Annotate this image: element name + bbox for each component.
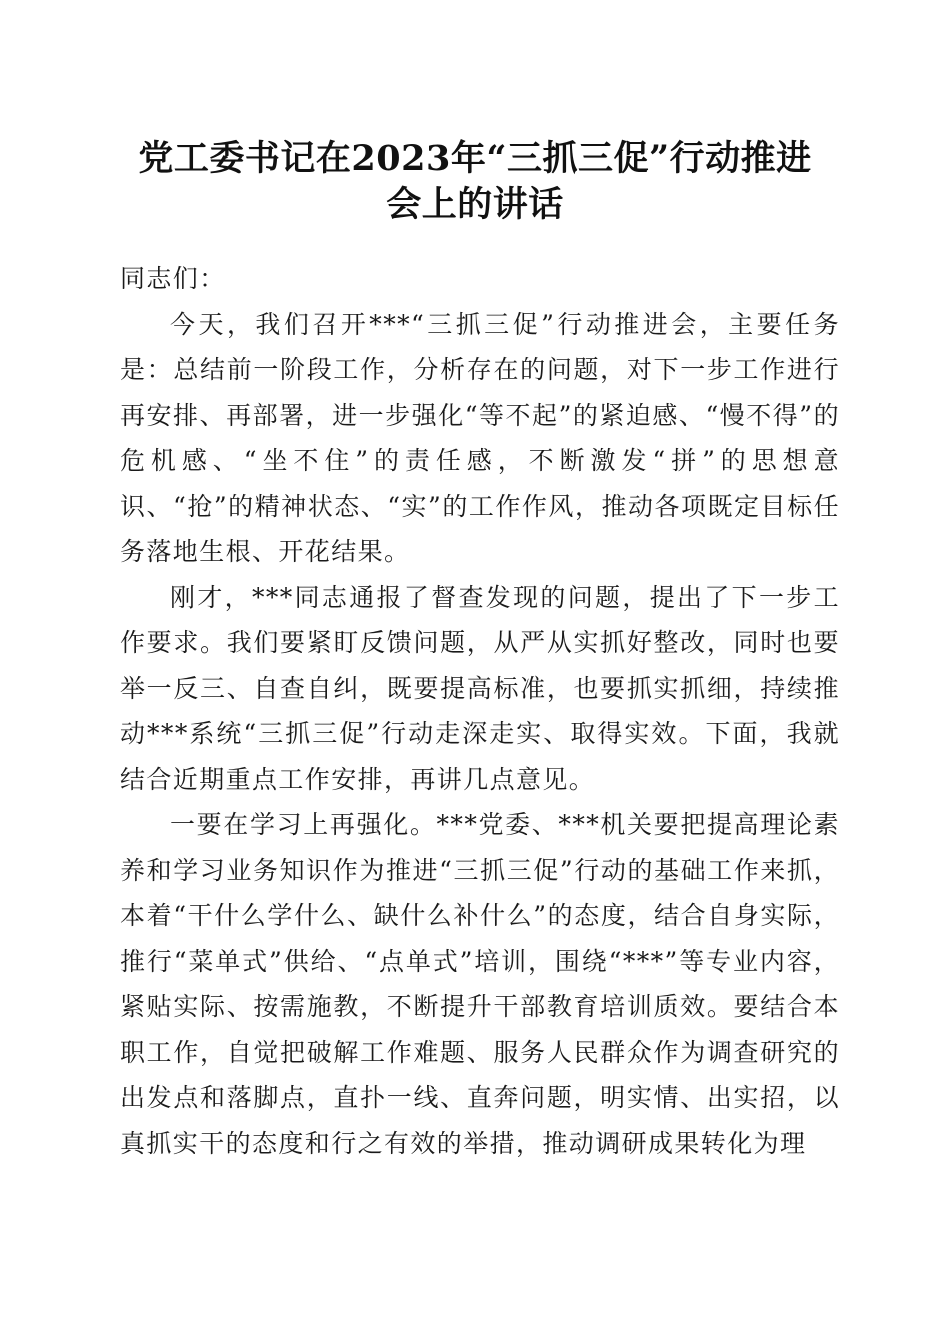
document-title: [110, 136, 840, 228]
salutation: 同志们：: [120, 264, 226, 293]
paragraph-1: 今天，我们召开***“三抓三促”行动推进会，主要任务是：总结前一阶段工作，分析存在的问题，对下一步工作进行再安排、再部署，进一步强化“等不起”的紧迫感、“慢不得”的危机感、“坐不住”的责任感，不断激发“拼”的思想意识、“抢”的精神状态、“实”的工作作风，推动各项既定目标任务落地生根、开花结果。: [120, 309, 840, 566]
document-body: [120, 256, 840, 1166]
title-line-1: 党工委书记在2023年“三抓三促”行动推进: [138, 138, 812, 179]
title-line-2: 会上的讲话: [386, 184, 564, 225]
paragraph-3: 一要在学习上再强化。***党委、***机关要把提高理论素养和学习业务知识作为推进“三抓三促”行动的基础工作来抓，本着“干什么学什么、缺什么补什么”的态度，结合自身实际，推行“菜单式”供给、“点单式”培训，围绕“***”等专业内容，紧贴实际、按需施教，不断提升干部教育培训质效。要结合本职工作，自觉把破解工作难题、服务人民群众作为调查研究的出发点和落脚点，直扑一线、直奔问题，明实情、出实招，以真抓实干的态度和行之有效的举措，推动调研成果转化为理: [120, 810, 840, 1158]
paragraph-2: 刚才，***同志通报了督查发现的问题，提出了下一步工作要求。我们要紧盯反馈问题，从严从实抓好整改，同时也要举一反三、自查自纠，既要提高标准，也要抓实抓细，持续推动***系统“三抓三促”行动走深走实、取得实效。下面，我就结合近期重点工作安排，再讲几点意见。: [120, 582, 840, 794]
